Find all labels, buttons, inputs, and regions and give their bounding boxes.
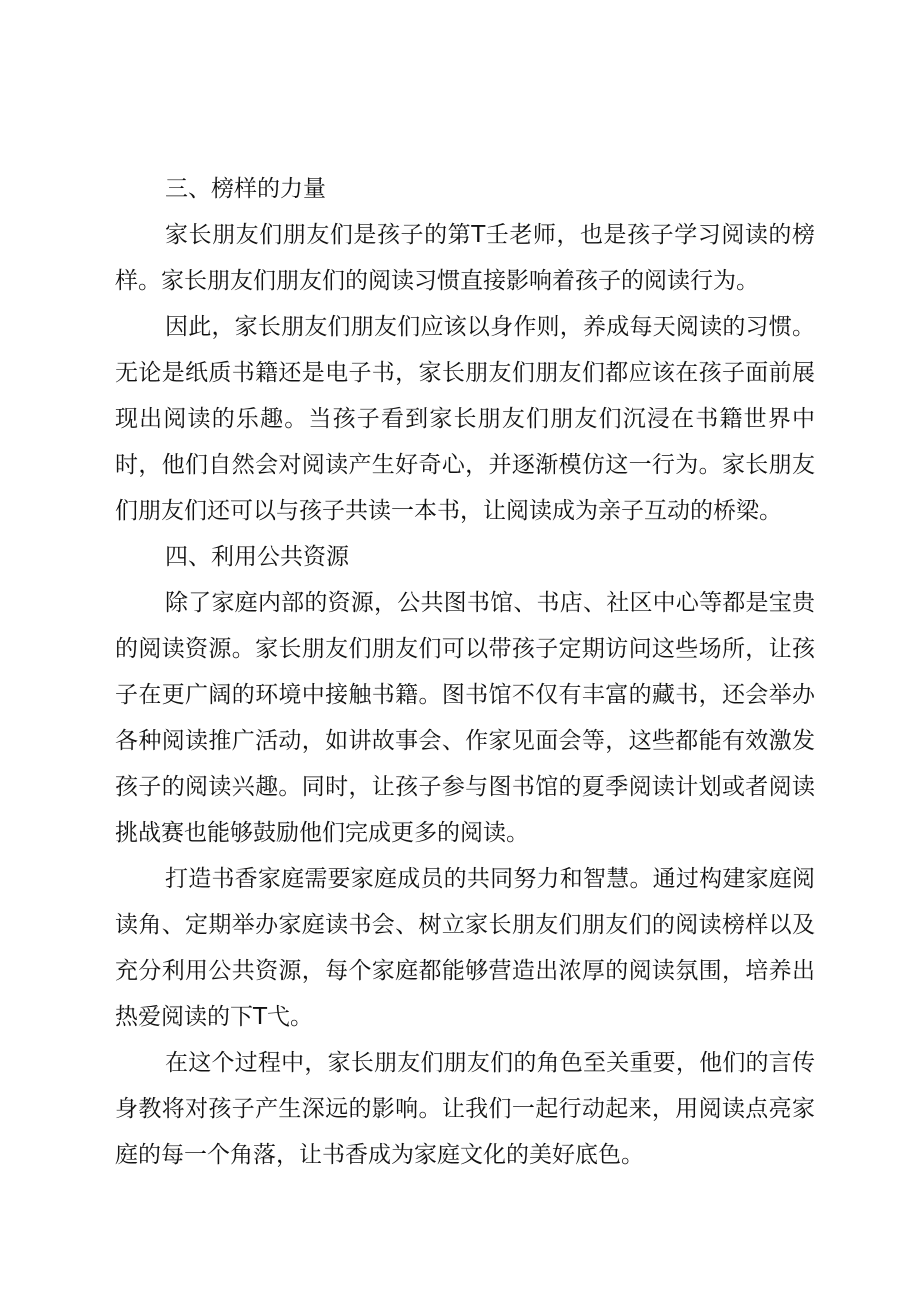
document-body — [115, 166, 815, 1178]
paragraph-conclusion-summary: 打造书香家庭需要家庭成员的共同努力和智慧。通过构建家庭阅读角、定期举办家庭读书会、树立家长朋友们朋友们的阅读榜样以及充分利用公共资源，每个家庭都能够营造出浓厚的阅读氛围，培养出热爱阅读的下T弋。 — [115, 866, 815, 1030]
paragraph-lead-by-example: 因此，家长朋友们朋友们应该以身作则，养成每天阅读的习惯。无论是纸质书籍还是电子书，家长朋友们朋友们都应该在孩子面前展现出阅读的乐趣。当孩子看到家长朋友们朋友们沉浸在书籍世界中时，他们自然会对阅读产生好奇心，并逐渐模仿这一行为。家长朋友们朋友们还可以与孩子共读一本书，让阅读成为亲子互动的桥梁。 — [115, 314, 815, 524]
paragraph-public-libraries: 除了家庭内部的资源，公共图书馆、书店、社区中心等都是宝贵的阅读资源。家长朋友们朋友们可以带孩子定期访问这些场所，让孩子在更广阔的环境中接触书籍。图书馆不仅有丰富的藏书，还会举办各种阅读推广活动，如讲故事会、作家见面会等，这些都能有效激发孩子的阅读兴趣。同时，让孩子参与图书馆的夏季阅读计划或者阅读挑战赛也能够鼓励他们完成更多的阅读。 — [115, 590, 815, 846]
section-heading-public-resources: 四、利用公共资源 — [165, 544, 349, 570]
paragraph-conclusion-call-to-action: 在这个过程中，家长朋友们朋友们的角色至关重要，他们的言传身教将对孩子产生深远的影响。让我们一起行动起来，用阅读点亮家庭的每一个角落，让书香成为家庭文化的美好底色。 — [115, 1050, 815, 1168]
paragraph-parents-as-teachers: 家长朋友们朋友们是孩子的第T壬老师，也是孩子学习阅读的榜样。家长朋友们朋友们的阅读习惯直接影响着孩子的阅读行为。 — [115, 222, 815, 294]
section-heading-role-model: 三、榜样的力量 — [165, 176, 326, 202]
